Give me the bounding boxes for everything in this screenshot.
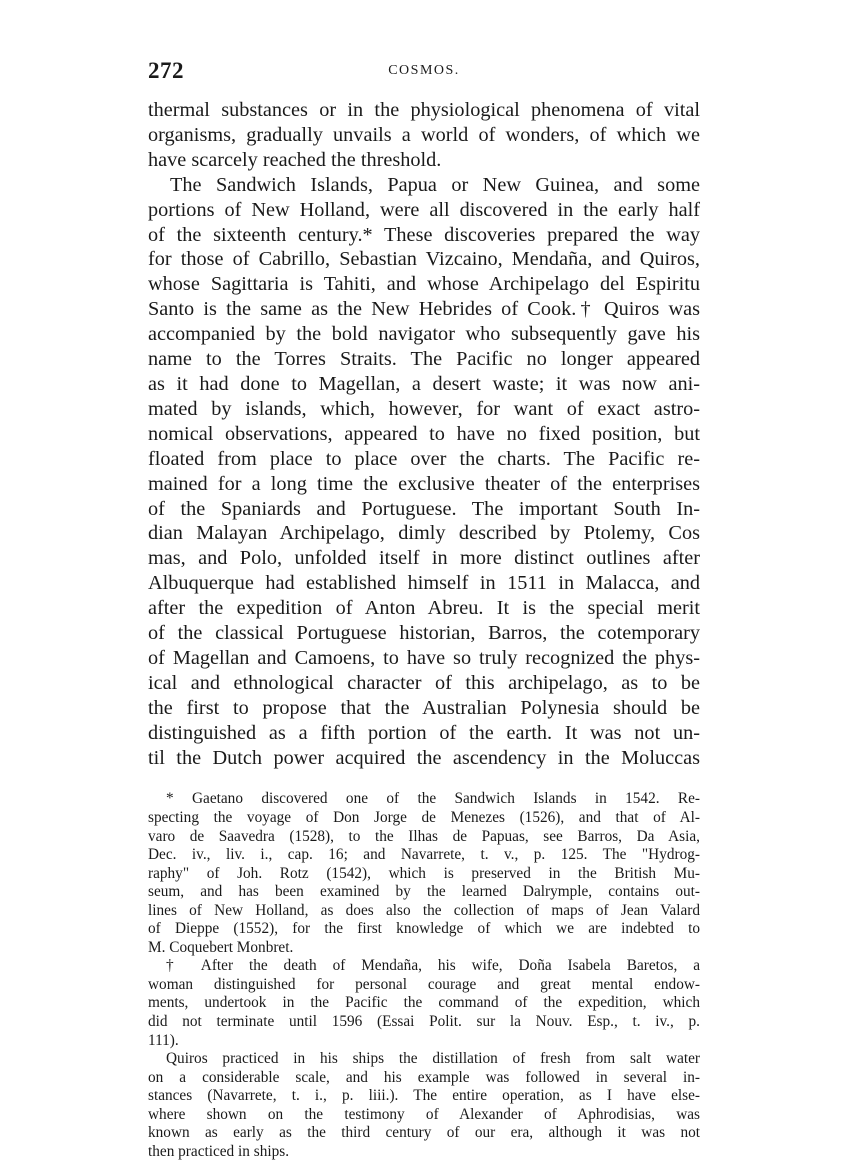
body-line: til the Dutch power acquired the ascendency in the Moluccas	[148, 746, 700, 769]
body-line: accompanied by the bold navigator who subsequently gave his	[148, 323, 700, 346]
footnotes	[148, 790, 700, 1161]
body-line: have scarcely reached the threshold.	[148, 148, 442, 171]
body-line: of the sixteenth century.* These discoveries prepared the way	[148, 223, 700, 246]
body-line: name to the Torres Straits. The Pacific no longer appeared	[148, 348, 700, 371]
footnote-line: seum, and has been examined by the learned Dalrymple, contains out-	[148, 883, 700, 901]
body-line: organisms, gradually unvails a world of wonders, of which we	[148, 123, 700, 146]
body-line: The Sandwich Islands, Papua or New Guinea, and some	[170, 173, 700, 196]
body-line: of the classical Portuguese historian, Barros, the cotemporary	[148, 622, 700, 645]
body-line: mas, and Polo, unfolded itself in more distinct outlines after	[148, 547, 700, 570]
body-line: portions of New Holland, were all discovered in the early half	[148, 198, 700, 221]
footnote-line: raphy" of Joh. Rotz (1542), which is preserved in the British Mu-	[148, 864, 700, 882]
footnote-line: where shown on the testimony of Alexander of Aphrodisias, was	[148, 1105, 700, 1123]
body-line: of Magellan and Camoens, to have so truly recognized the phys-	[148, 646, 700, 669]
running-title: COSMOS.	[388, 63, 460, 78]
footnote-line: M. Coquebert Monbret.	[148, 938, 294, 956]
body-line: for those of Cabrillo, Sebastian Vizcaino, Mendaña, and Quiros,	[148, 248, 700, 271]
body-line: as it had done to Magellan, a desert waste; it was now ani-	[148, 372, 700, 395]
page-number: 272	[148, 58, 184, 83]
body-line: of the Spaniards and Portuguese. The important South In-	[148, 497, 700, 520]
body-line: thermal substances or in the physiological phenomena of vital	[148, 99, 700, 121]
body-line: mained for a long time the exclusive theater of the enterprises	[148, 472, 700, 495]
footnote-1	[148, 790, 700, 957]
body-line: distinguished as a fifth portion of the earth. It was not un-	[148, 721, 700, 744]
footnote-line: woman distinguished for personal courage and great mental endow-	[148, 975, 700, 993]
footnote-line: of Dieppe (1552), for the first knowledge of which we are indebted to	[148, 920, 700, 938]
footnote-line: 111).	[148, 1031, 179, 1049]
footnote-line: varo de Saavedra (1528), to the Ilhas de Papuas, see Barros, Da Asia,	[148, 827, 700, 845]
body-line: after the expedition of Anton Abreu. It is the special merit	[148, 597, 700, 620]
footnote-line: then practiced in ships.	[148, 1142, 290, 1160]
footnote-2	[148, 957, 700, 1161]
footnote-line: on a considerable scale, and his example was followed in several in-	[148, 1068, 700, 1086]
body-line: ical and ethnological character of this archipelago, as to be	[148, 671, 700, 694]
body-line: dian Malayan Archipelago, dimly described by Ptolemy, Cos	[148, 522, 700, 545]
footnote-line: specting the voyage of Don Jorge de Menezes (1526), and that of Al-	[148, 809, 700, 827]
body-text	[148, 98, 700, 770]
body-line: mated by islands, which, however, for want of exact astro-	[148, 397, 700, 420]
footnote-line: lines of New Holland, as does also the collection of maps of Jean Valard	[148, 901, 700, 919]
book-page	[148, 58, 700, 1161]
footnote-line: * Gaetano discovered one of the Sandwich Islands in 1542. Re-	[166, 790, 700, 808]
body-line: whose Sagittaria is Tahiti, and whose Archipelago del Espiritu	[148, 273, 700, 296]
body-line: Santo is the same as the New Hebrides of Cook.† Quiros was	[148, 298, 700, 321]
footnote-line: † After the death of Mendaña, his wife, Doña Isabela Baretos, a	[166, 957, 700, 975]
footnote-line: Quiros practiced in his ships the distillation of fresh from salt water	[166, 1050, 700, 1068]
footnote-line: Dec. iv., liv. i., cap. 16; and Navarrete, t. v., p. 125. The "Hydrog-	[148, 846, 700, 864]
footnote-line: ments, undertook in the Pacific the command of the expedition, which	[148, 994, 700, 1012]
body-line: nomical observations, appeared to have no fixed position, but	[148, 422, 700, 445]
running-head	[148, 58, 700, 88]
footnote-line: stances (Navarrete, t. i., p. liii.). The entire operation, as I have else-	[148, 1087, 700, 1105]
footnote-line: known as early as the third century of our era, although it was not	[148, 1124, 700, 1142]
body-line: the first to propose that the Australian Polynesia should be	[148, 696, 700, 719]
body-line: floated from place to place over the charts. The Pacific re-	[148, 447, 700, 470]
body-line: Albuquerque had established himself in 1511 in Malacca, and	[148, 572, 700, 595]
footnote-line: did not terminate until 1596 (Essai Polit. sur la Nouv. Esp., t. iv., p.	[148, 1013, 700, 1031]
